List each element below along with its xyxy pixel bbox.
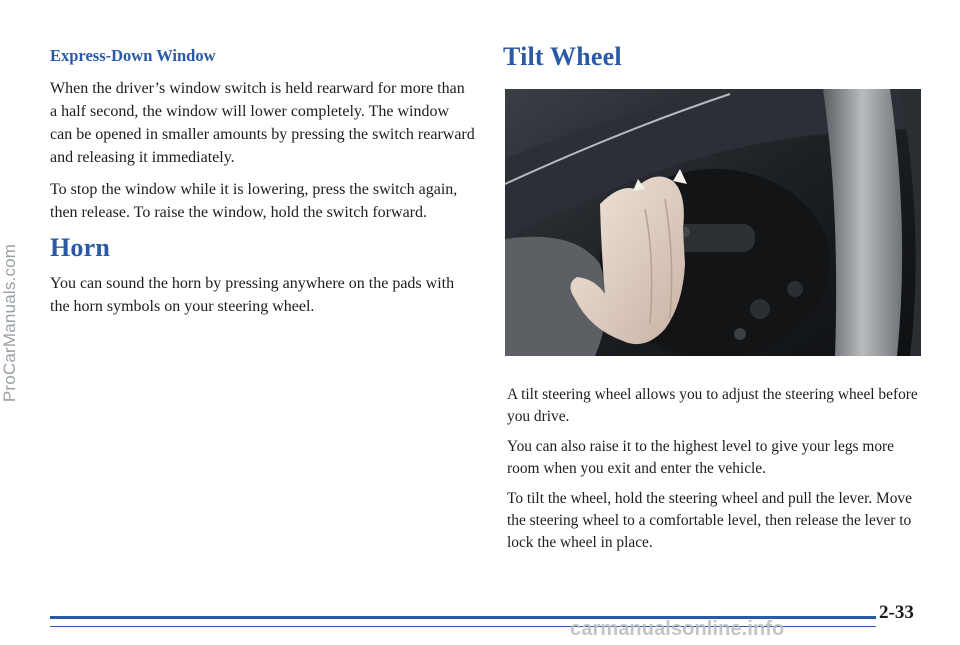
hand-on-tilt-lever-photo	[505, 89, 921, 356]
carmanualsonline-watermark: carmanualsonline.info	[570, 618, 785, 640]
tilt-paragraph-2: You can also raise it to the highest level to give your legs more room when you exit and enter the vehicle.	[507, 438, 894, 477]
tilt-paragraph-1: A tilt steering wheel allows you to adjust the steering wheel before you drive.	[507, 386, 918, 425]
page-number: 2-33	[879, 602, 914, 623]
tilt-paragraph-3: To tilt the wheel, hold the steering wheel and pull the lever. Move the steering wheel to a comfortable level, then release the lever to lock the wheel in place.	[507, 490, 912, 551]
right-column-header	[503, 42, 923, 72]
tilt-lever-illustration	[505, 89, 921, 356]
express-down-paragraph-1: When the driver’s window switch is held rearward for more than a half second, the window will lower completely. The window can be opened in smaller amounts by pressing the switch rearward and releasing it immediately.	[50, 80, 475, 166]
left-column	[50, 46, 475, 327]
express-down-paragraph-2: To stop the window while it is lowering, press the switch again, then release. To raise the window, hold the switch forward.	[50, 181, 458, 221]
express-down-window-heading: Express-Down Window	[50, 46, 216, 65]
procarmanuals-watermark	[0, 0, 20, 645]
horn-paragraph: You can sound the horn by pressing anywhere on the pads with the horn symbols on your steering wheel.	[50, 275, 455, 315]
tilt-wheel-heading: Tilt Wheel	[503, 42, 622, 71]
tilt-wheel-body	[507, 384, 927, 562]
horn-heading: Horn	[50, 233, 111, 262]
procarmanuals-watermark-text: ProCarManuals.com	[0, 243, 19, 402]
